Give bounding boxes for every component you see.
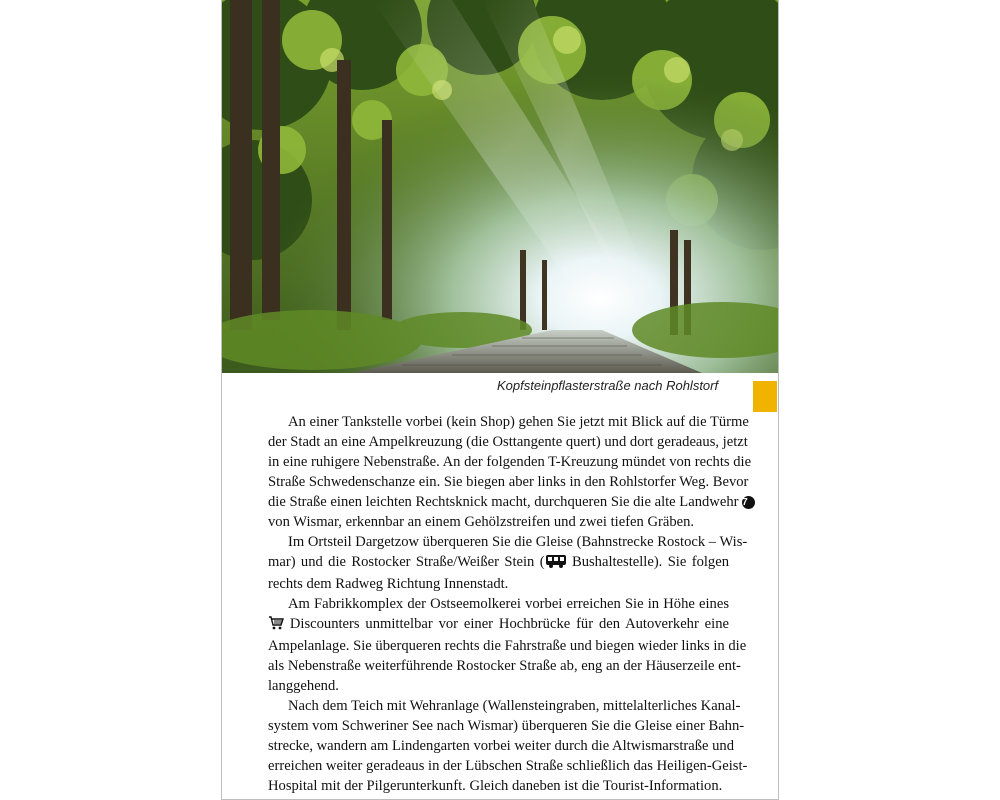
photo-caption: Kopfsteinpflasterstraße nach Rohlstorf — [497, 378, 719, 393]
text-line-with-icon — [268, 552, 729, 574]
text-line: Straße Schwedenschanze ein. Sie biegen aber links in den Rohlstorfer Weg. Bevor — [268, 474, 749, 490]
text-line: in eine ruhigere Nebenstraße. An der folgenden T-Kreuzung mündet von rechts die — [268, 454, 752, 470]
waypoint-7-icon: 7 — [742, 496, 755, 509]
text-line: Hospital mit der Pilgerunterkunft. Gleich daneben ist die Tourist-Information. — [268, 778, 723, 794]
body-text — [268, 412, 752, 796]
shopping-cart-icon — [268, 616, 284, 636]
text-line: der Stadt an eine Ampelkreuzung (die Osttangente quert) und dort geradeaus, jetzt — [268, 434, 748, 450]
text-fragment: mar) und die Rostocker Straße/Weißer Stein ( — [268, 554, 545, 570]
text-fragment: Bushaltestelle). Sie folgen — [566, 554, 729, 570]
text-fragment: die Straße einen leichten Rechtsknick macht, durchqueren Sie die alte Landwehr — [268, 494, 739, 510]
text-line: langgehend. — [268, 678, 339, 694]
text-line-with-marker — [268, 492, 748, 512]
text-line: system vom Schweriner See nach Wismar) überqueren Sie die Gleise einer Bahn- — [268, 718, 745, 734]
text-line-with-icon — [268, 614, 729, 636]
text-line: Ampelanlage. Sie überqueren rechts die Fahrstraße und biegen wieder links in die — [268, 638, 747, 654]
text-line: von Wismar, erkennbar an einem Gehölzstreifen und zwei tiefen Gräben. — [268, 514, 695, 530]
chapter-tab-marker — [753, 381, 777, 412]
text-line: strecke, wandern am Lindengarten vorbei weiter durch die Altwismarstraße und — [268, 738, 735, 754]
text-line: Nach dem Teich mit Wehranlage (Wallensteingraben, mittelalterliches Kanal- — [288, 698, 741, 714]
text-line: als Nebenstraße weiterführende Rostocker Straße ab, eng an der Häuserzeile ent- — [268, 658, 741, 674]
text-line: erreichen weiter geradeaus in der Lübschen Straße schließlich das Heiligen-Geist- — [268, 758, 748, 774]
bus-icon — [545, 554, 567, 574]
text-fragment: Discounters unmittelbar vor einer Hochbrücke für den Autoverkehr eine — [284, 616, 729, 632]
text-line: Im Ortsteil Dargetzow überqueren Sie die Gleise (Bahnstrecke Rostock – Wis- — [288, 534, 748, 550]
text-line: rechts dem Radweg Richtung Innenstadt. — [268, 576, 509, 592]
text-line: An einer Tankstelle vorbei (kein Shop) gehen Sie jetzt mit Blick auf die Türme — [288, 414, 749, 430]
text-line: Am Fabrikkomplex der Ostseemolkerei vorbei erreichen Sie in Höhe eines — [288, 596, 729, 612]
forest-road-photo — [222, 0, 778, 373]
